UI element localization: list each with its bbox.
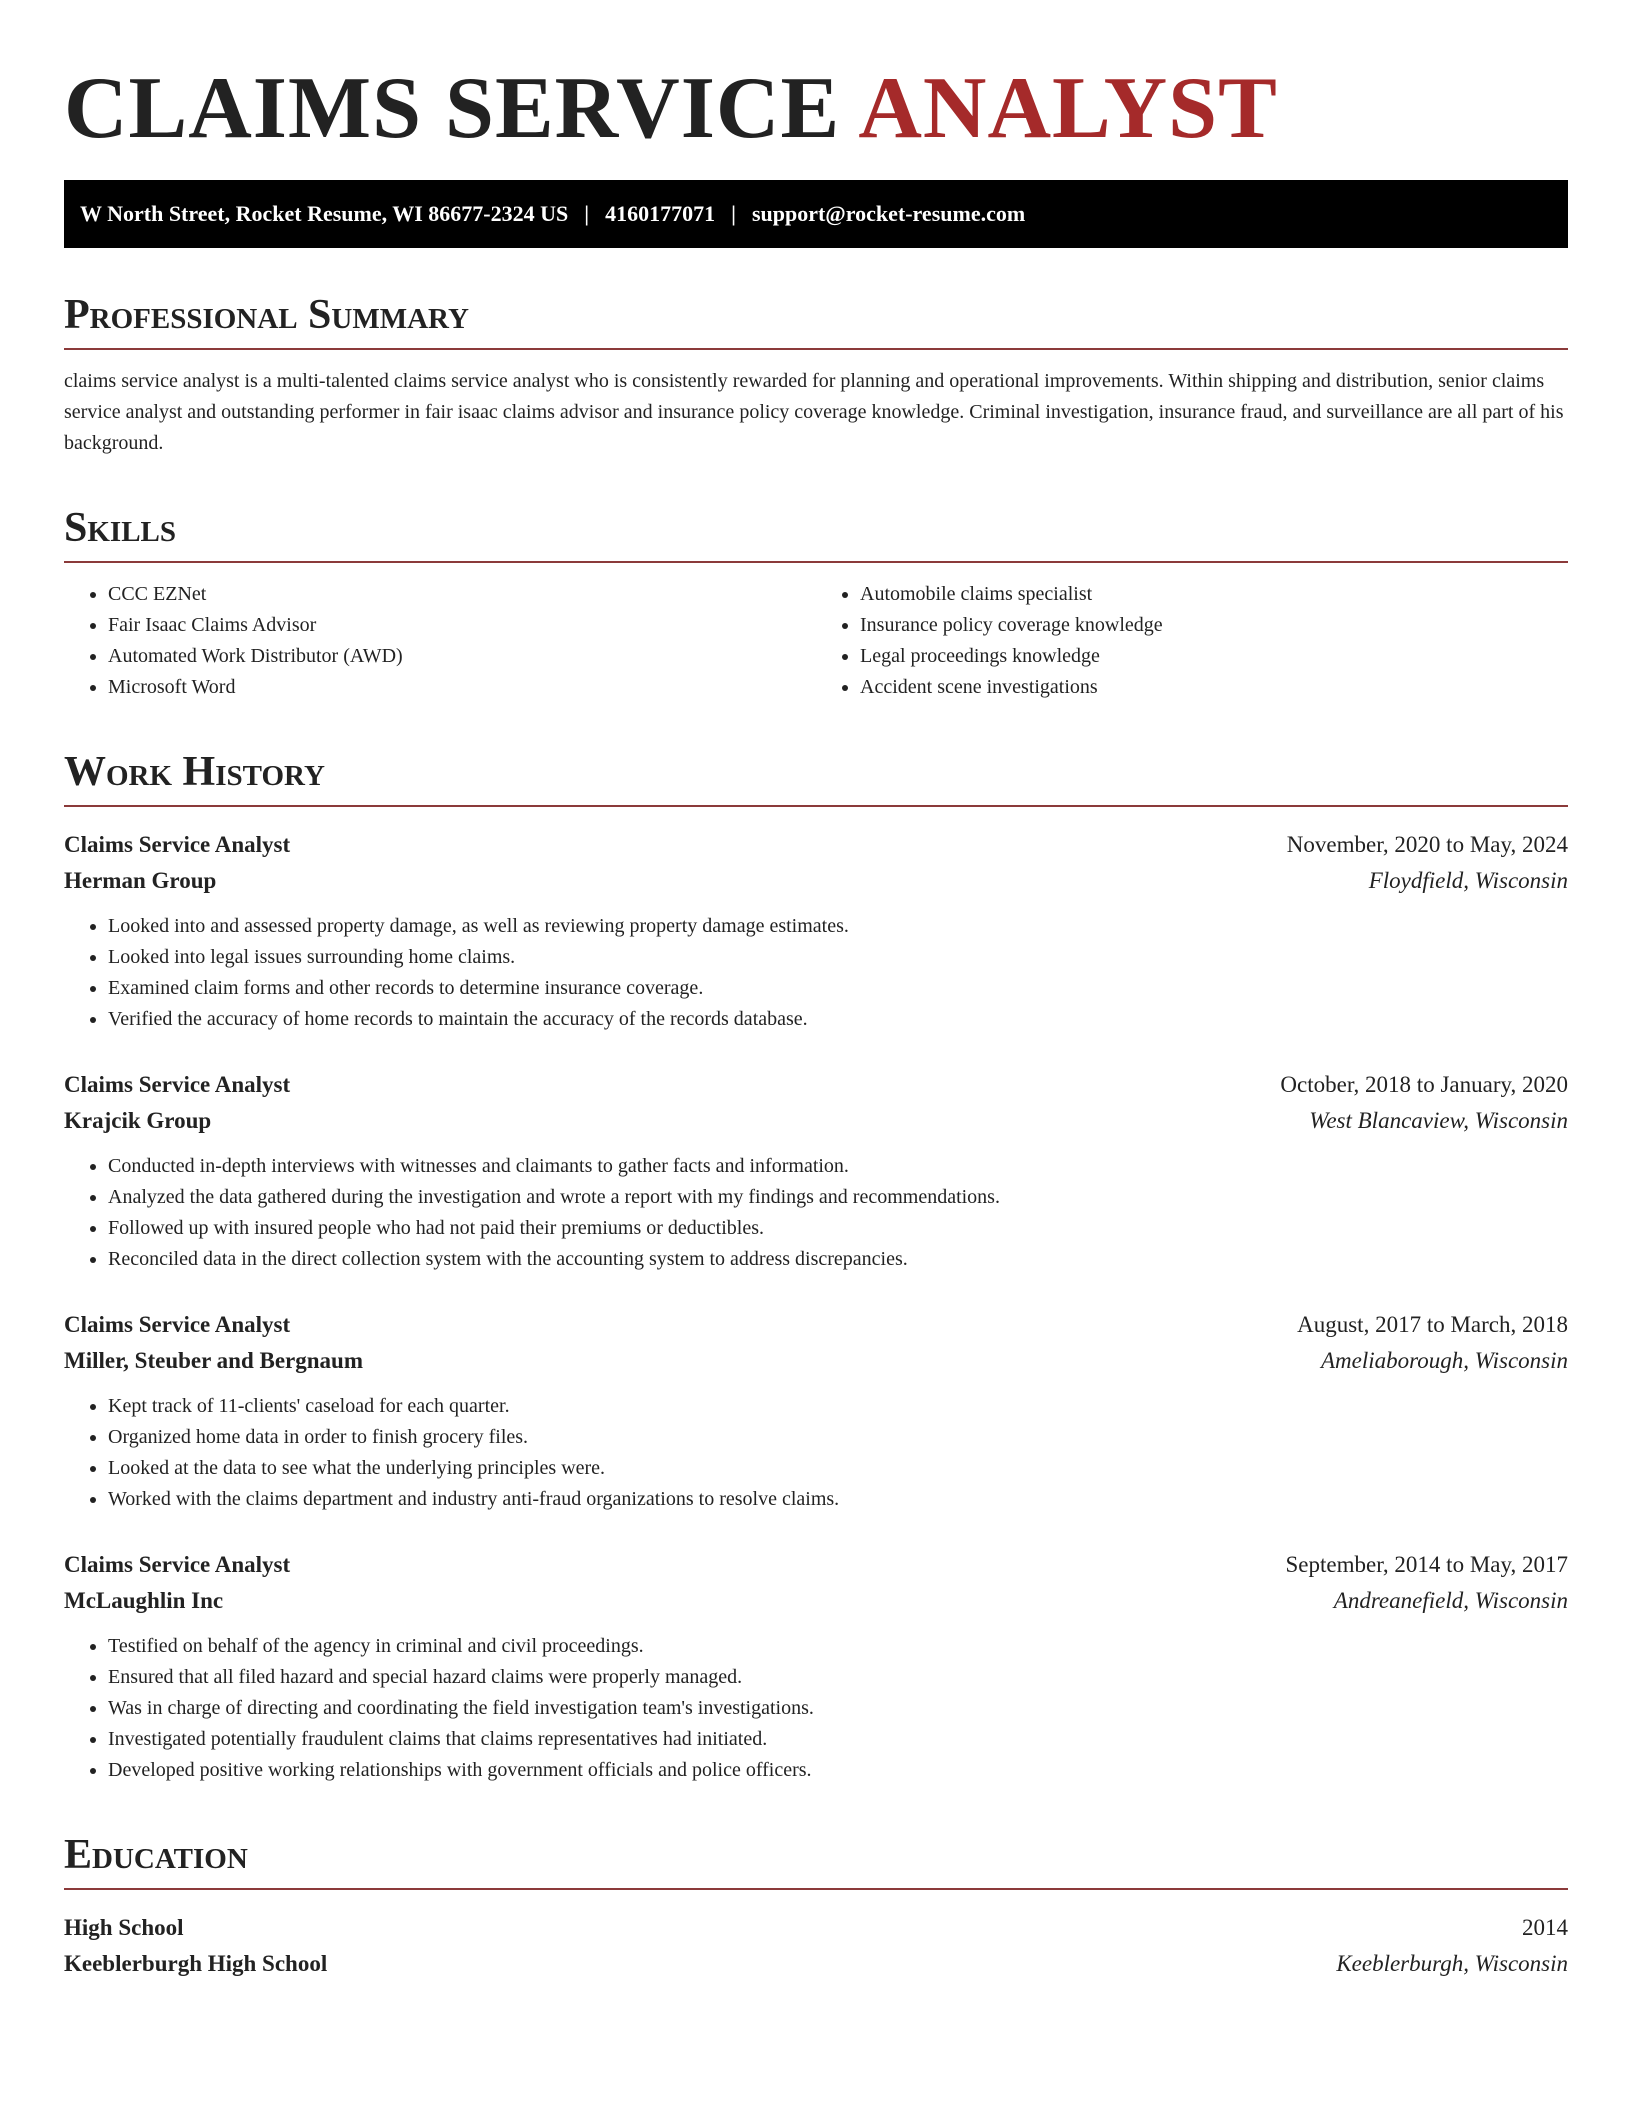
job-bullet: • Examined claim forms and other records to determine insurance coverage. xyxy=(108,973,1568,1004)
job-header-row xyxy=(64,1307,1568,1343)
job-company: Herman Group xyxy=(64,868,217,894)
contact-address: W North Street, Rocket Resume, WI 86677-2324 US xyxy=(80,200,569,226)
job-dates: October, 2018 to January, 2020 xyxy=(1280,1072,1568,1098)
job-bullet: • Analyzed the data gathered during the investigation and wrote a report with my findings and recommendations. xyxy=(108,1182,1568,1213)
job-header-row xyxy=(64,1547,1568,1583)
job-bullets xyxy=(64,1631,1568,1786)
contact-bar xyxy=(64,180,1568,248)
work-history-heading: Work History xyxy=(64,749,1568,807)
skill-item: • Legal proceedings knowledge xyxy=(860,641,1568,672)
job-bullet: • Reconciled data in the direct collection system with the accounting system to address discrepancies. xyxy=(108,1244,1568,1275)
skill-item: • Fair Isaac Claims Advisor xyxy=(108,610,816,641)
job-bullet: • Worked with the claims department and industry anti-fraud organizations to resolve claims. xyxy=(108,1484,1568,1515)
job-entry xyxy=(64,1547,1568,1786)
education-school-row xyxy=(64,1946,1568,1982)
job-company-row xyxy=(64,863,1568,899)
job-company-row xyxy=(64,1103,1568,1139)
job-dates: August, 2017 to March, 2018 xyxy=(1297,1312,1568,1338)
job-company: Miller, Steuber and Bergnaum xyxy=(64,1348,364,1374)
job-header-row xyxy=(64,1067,1568,1103)
job-title: Claims Service Analyst xyxy=(64,1312,291,1338)
job-entry xyxy=(64,1307,1568,1515)
job-bullet: • Testified on behalf of the agency in criminal and civil proceedings. xyxy=(108,1631,1568,1662)
summary-text: claims service analyst is a multi-talented claims service analyst who is consistently rewarded for planning and operational improvements. Within shipping and distribution, senior claims service analyst and outstanding performer in fair isaac claims advisor and insurance policy coverage knowledge. Criminal investigation, insurance fraud, and surveillance are all part of his background. xyxy=(64,369,1564,454)
education-heading: Education xyxy=(64,1832,1568,1890)
job-company-row xyxy=(64,1343,1568,1379)
job-bullet: • Kept track of 11-clients' caseload for each quarter. xyxy=(108,1391,1568,1422)
job-bullet: • Verified the accuracy of home records to maintain the accuracy of the records database. xyxy=(108,1004,1568,1035)
job-location: Ameliaborough, Wisconsin xyxy=(1320,1348,1568,1374)
skill-item: • Accident scene investigations xyxy=(860,672,1568,703)
job-bullet: • Looked into legal issues surrounding home claims. xyxy=(108,942,1568,973)
skill-item: • Microsoft Word xyxy=(108,672,816,703)
skill-item: • Automated Work Distributor (AWD) xyxy=(108,641,816,672)
skills-list-left xyxy=(64,579,816,703)
skills-heading: Skills xyxy=(64,505,1568,563)
resume-title xyxy=(64,56,1568,162)
education-location: Keeblerburgh, Wisconsin xyxy=(1336,1951,1568,1977)
title-part-2: ANALYST xyxy=(858,60,1278,157)
job-dates: September, 2014 to May, 2017 xyxy=(1285,1552,1568,1578)
job-location: Andreanefield, Wisconsin xyxy=(1333,1588,1568,1614)
job-bullet: • Developed positive working relationships with government officials and police officers. xyxy=(108,1755,1568,1786)
contact-separator: | xyxy=(584,200,590,226)
job-company: Krajcik Group xyxy=(64,1108,212,1134)
job-bullet: • Was in charge of directing and coordinating the field investigation team's investigations. xyxy=(108,1693,1568,1724)
skill-item: • Automobile claims specialist xyxy=(860,579,1568,610)
work-history-section xyxy=(64,749,1568,1786)
skills-section xyxy=(64,505,1568,703)
skills-list-right xyxy=(816,579,1568,703)
job-entry xyxy=(64,1067,1568,1275)
job-title: Claims Service Analyst xyxy=(64,832,291,858)
job-bullet: • Followed up with insured people who had not paid their premiums or deductibles. xyxy=(108,1213,1568,1244)
job-bullet: • Organized home data in order to finish grocery files. xyxy=(108,1422,1568,1453)
contact-separator: | xyxy=(731,200,736,226)
education-school: Keeblerburgh High School xyxy=(64,1951,328,1977)
job-location: Floydfield, Wisconsin xyxy=(1368,868,1568,894)
job-bullet: • Investigated potentially fraudulent claims that claims representatives had initiated. xyxy=(108,1724,1568,1755)
job-company: McLaughlin Inc xyxy=(64,1588,224,1614)
education-year: 2014 xyxy=(1522,1915,1568,1941)
education-entry xyxy=(64,1910,1568,1982)
job-bullet: • Looked at the data to see what the underlying principles were. xyxy=(108,1453,1568,1484)
job-location: West Blancaview, Wisconsin xyxy=(1309,1108,1568,1134)
education-section xyxy=(64,1832,1568,1982)
contact-email[interactable]: support@rocket-resume.com xyxy=(751,200,1026,226)
job-company-row xyxy=(64,1583,1568,1619)
job-bullet: • Conducted in-depth interviews with witnesses and claimants to gather facts and information. xyxy=(108,1151,1568,1182)
job-bullets xyxy=(64,1151,1568,1275)
contact-phone: 4160177071 xyxy=(605,200,716,226)
skill-item: • CCC EZNet xyxy=(108,579,816,610)
job-bullets xyxy=(64,911,1568,1035)
skill-item: • Insurance policy coverage knowledge xyxy=(860,610,1568,641)
skills-grid xyxy=(64,579,1568,703)
title-part-1: CLAIMS SERVICE xyxy=(64,60,841,157)
job-bullet: • Ensured that all filed hazard and special hazard claims were properly managed. xyxy=(108,1662,1568,1693)
job-title: Claims Service Analyst xyxy=(64,1552,291,1578)
summary-section xyxy=(64,292,1568,459)
job-bullets xyxy=(64,1391,1568,1515)
job-title: Claims Service Analyst xyxy=(64,1072,291,1098)
education-degree: High School xyxy=(64,1915,184,1941)
job-dates: November, 2020 to May, 2024 xyxy=(1286,832,1568,858)
job-bullet: • Looked into and assessed property damage, as well as reviewing property damage estimates. xyxy=(108,911,1568,942)
job-entry xyxy=(64,827,1568,1035)
education-degree-row xyxy=(64,1910,1568,1946)
summary-heading: Professional Summary xyxy=(64,292,1568,350)
job-header-row xyxy=(64,827,1568,863)
